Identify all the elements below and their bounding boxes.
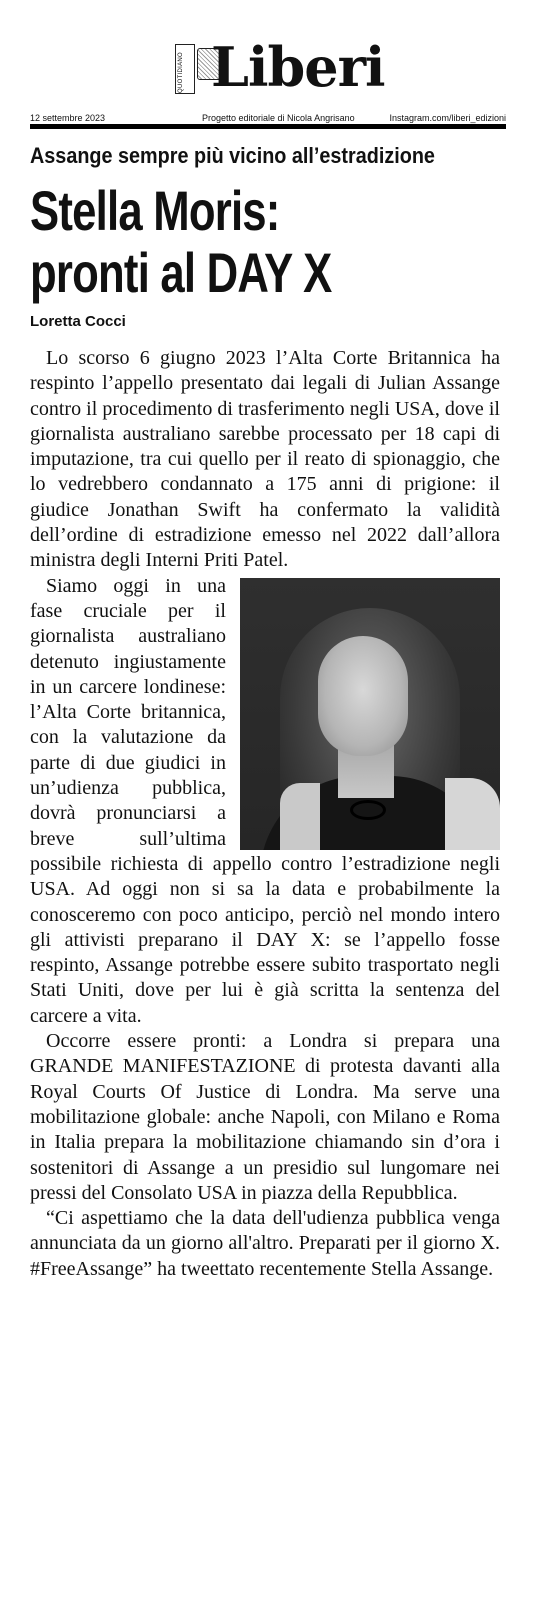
masthead: [0, 0, 536, 135]
newspaper-logo[interactable]: [175, 35, 385, 100]
logo-wordmark: Liberi: [211, 35, 385, 99]
portrait-photo: [240, 578, 500, 850]
instagram-link[interactable]: Instagram.com/liberi_edizioni: [389, 113, 506, 123]
paragraph-1: Lo scorso 6 giugno 2023 l’Alta Corte Britannica ha respinto l’appello presentato dai legali di Julian Assange contro il procedimento di trasferimento negli USA, dove il giornalista australiano sarebbe processato per 18 capi di imputazione, tra cui quello per il reato di spionaggio, che lo vedrebbero condannato a 175 anni di prigione: il giudice Jonathan Swift ha confermato la validità dell’ordine di estradizione emesso nel 2022 dall’allora ministra degli Interni Priti Patel.: [30, 347, 500, 572]
headline-line-2: pronti al DAY X: [30, 241, 332, 304]
seal-text: QUOTIDIANO: [178, 51, 184, 93]
paragraph-2: Siamo oggi in una fase cruciale per il giornalista australiano detenuto ingiustamente in un carcere londinese: l’Alta Corte britannica, con la valutazione da parte di due giudici in un’udienza pubblica, dovrà pronunciarsi a breve sull’ultima possibile richiesta di appello contro l’estradizione negli USA. Ad oggi non si sa la data e probabilmente la conosceremo con poco anticipo, perciò nel mondo intero gli attivisti preparano il DAY X: se l’appello fosse respinto, Assange potrebbe essere subito trasportato negli Stati Uniti, dove per lui è già scritta la sentenza del carcere a vita.: [30, 574, 500, 1027]
article-kicker: Assange sempre più vicino all’estradizione: [30, 143, 435, 168]
dateline: [30, 112, 506, 124]
editorial-project: Progetto editoriale di Nicola Angrisano: [202, 113, 355, 123]
paragraph-3: Occorre essere pronti: a Londra si prepara una GRANDE MANIFESTAZIONE di protesta davanti alla Royal Courts Of Justice di Londra. Ma serve una mobilitazione globale: anche Napoli, con Milano e Roma in Italia prepara la mobilitazione chiamando sin d’ora i sostenitori di Assange a un presidio sul lungomare nei pressi del Consolato USA in piazza della Repubblica.: [30, 1030, 500, 1204]
article-headline: [30, 180, 420, 304]
masthead-rule: [30, 124, 506, 129]
article-body: [30, 346, 500, 1282]
byline: Loretta Cocci: [30, 313, 126, 330]
paragraph-4: “Ci aspettiamo che la data dell'udienza pubblica venga annunciata da un giorno all'altro. Preparati per il giorno X. #FreeAssange” ha tweettato recentemente Stella Assange.: [30, 1207, 500, 1280]
issue-date: 12 settembre 2023: [30, 113, 106, 123]
seal-box: [175, 44, 195, 94]
headline-line-1: Stella Moris:: [30, 179, 280, 242]
